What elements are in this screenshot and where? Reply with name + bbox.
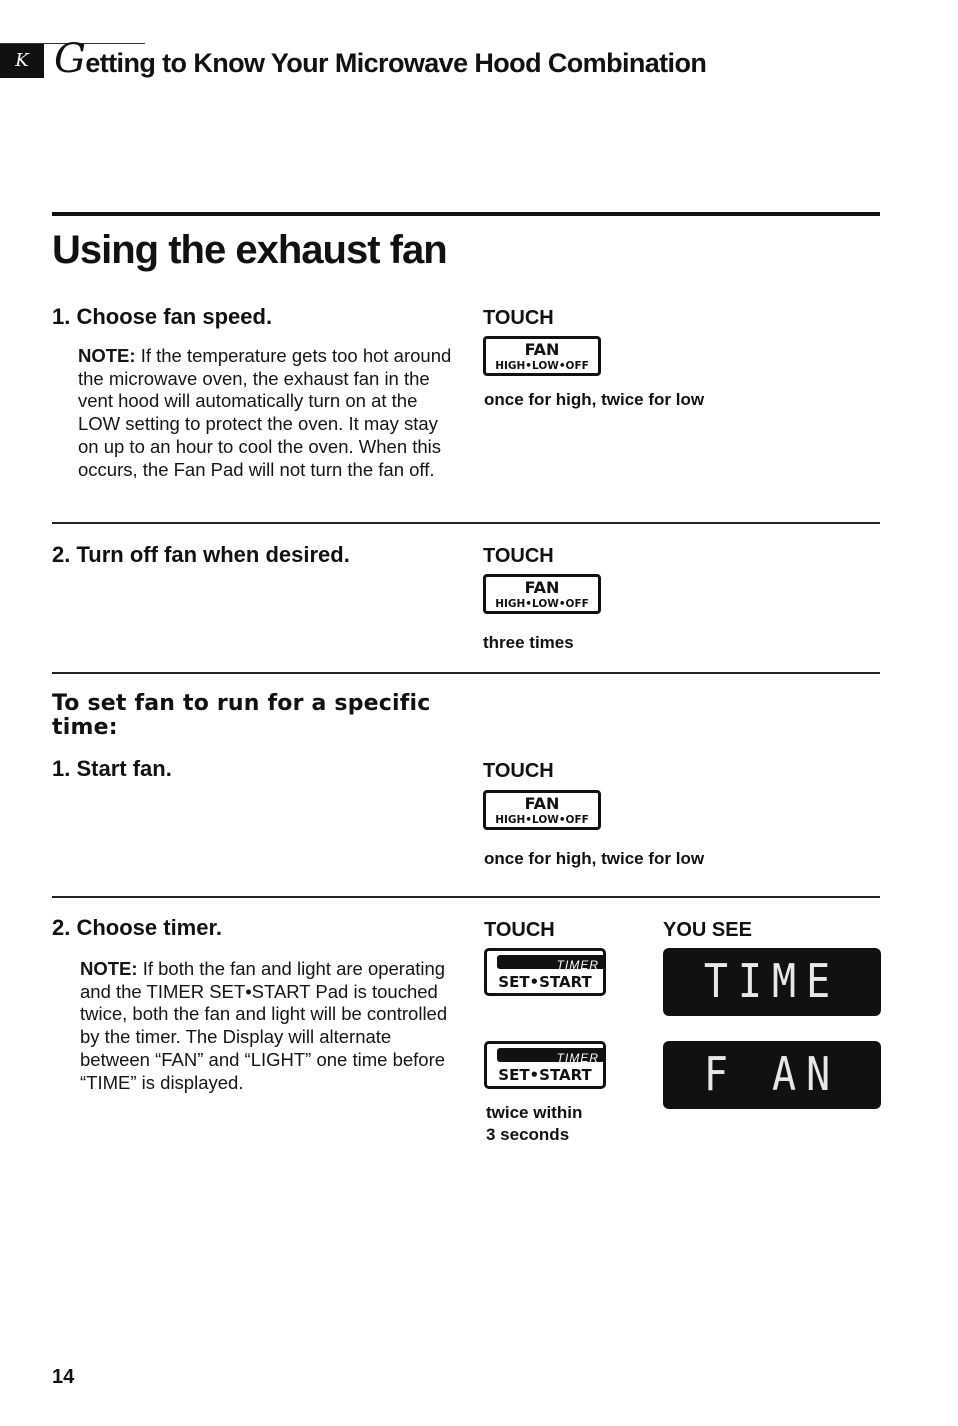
timer-bar <box>497 955 603 972</box>
header-title-initial: G <box>54 36 86 82</box>
title-rule <box>52 212 880 216</box>
note-text: If both the fan and light are operating and the TIMER SET•START Pad is touched twice, both the fan and light will be controlled by the timer. The Display will alternate between “FAN” and “LIGHT” one time before “TIME” is displayed. <box>80 958 448 1093</box>
timer-set-start-button[interactable] <box>484 948 606 996</box>
display-text: F AN <box>703 1048 841 1102</box>
note-label: NOTE: <box>80 958 138 979</box>
display-time <box>663 948 881 1016</box>
note-timer <box>80 958 452 1094</box>
divider <box>52 896 880 898</box>
timer-label: TIMER <box>556 1051 599 1065</box>
section-title: Using the exhaust fan <box>52 228 447 272</box>
caption-start-fan: once for high, twice for low <box>484 849 705 868</box>
divider <box>52 672 880 674</box>
fan-pad-button[interactable] <box>483 790 601 830</box>
step-turn-off-fan: 2. Turn off fan when desired. <box>52 542 350 567</box>
step-start-fan: 1. Start fan. <box>52 756 172 781</box>
timer-label: TIMER <box>556 958 599 972</box>
timer-bar <box>497 1048 603 1065</box>
brand-logo-icon: K <box>0 44 44 78</box>
set-start-label: SET•START <box>498 1066 592 1084</box>
step-choose-timer: 2. Choose timer. <box>52 915 222 940</box>
note-text: If the temperature gets too hot around the microwave oven, the exhaust fan in the vent hood will automatically turn on at the LOW setting to protect the oven. It may stay on up to an hour to cool the oven. When this occurs, the Fan Pad will not turn the fan off. <box>78 345 452 480</box>
fan-pad-sublabel: HIGH•LOW•OFF <box>495 360 589 372</box>
caption-twice-within: twice within <box>486 1103 583 1122</box>
caption-three-seconds: 3 seconds <box>486 1125 570 1144</box>
page-number: 14 <box>52 1366 75 1388</box>
display-fan <box>663 1041 881 1109</box>
fan-pad-label: FAN <box>524 794 560 813</box>
touch-label: TOUCH <box>484 919 555 941</box>
note-label: NOTE: <box>78 345 136 366</box>
fan-pad-button[interactable] <box>483 574 601 614</box>
timer-set-start-button[interactable] <box>484 1041 606 1089</box>
display-text: TIME <box>703 955 841 1009</box>
subheading-specific-time: To set fan to run for a specific time: <box>52 691 431 740</box>
divider <box>52 522 880 524</box>
touch-label: TOUCH <box>483 307 554 329</box>
fan-pad-label: FAN <box>524 578 560 597</box>
touch-label: TOUCH <box>483 545 554 567</box>
you-see-label: YOU SEE <box>663 919 752 941</box>
fan-pad-sublabel: HIGH•LOW•OFF <box>495 814 589 826</box>
set-start-label: SET•START <box>498 973 592 991</box>
header-title-text: etting to Know Your Microwave Hood Combination <box>85 48 707 78</box>
fan-pad-button[interactable] <box>483 336 601 376</box>
fan-pad-sublabel: HIGH•LOW•OFF <box>495 598 589 610</box>
page-header-title <box>54 36 707 82</box>
caption-three-times: three times <box>483 633 574 652</box>
step-choose-fan-speed: 1. Choose fan speed. <box>52 304 273 329</box>
caption-fan-speed: once for high, twice for low <box>484 390 705 409</box>
touch-label: TOUCH <box>483 760 554 782</box>
note-fan-speed <box>78 345 458 481</box>
fan-pad-label: FAN <box>524 340 560 359</box>
